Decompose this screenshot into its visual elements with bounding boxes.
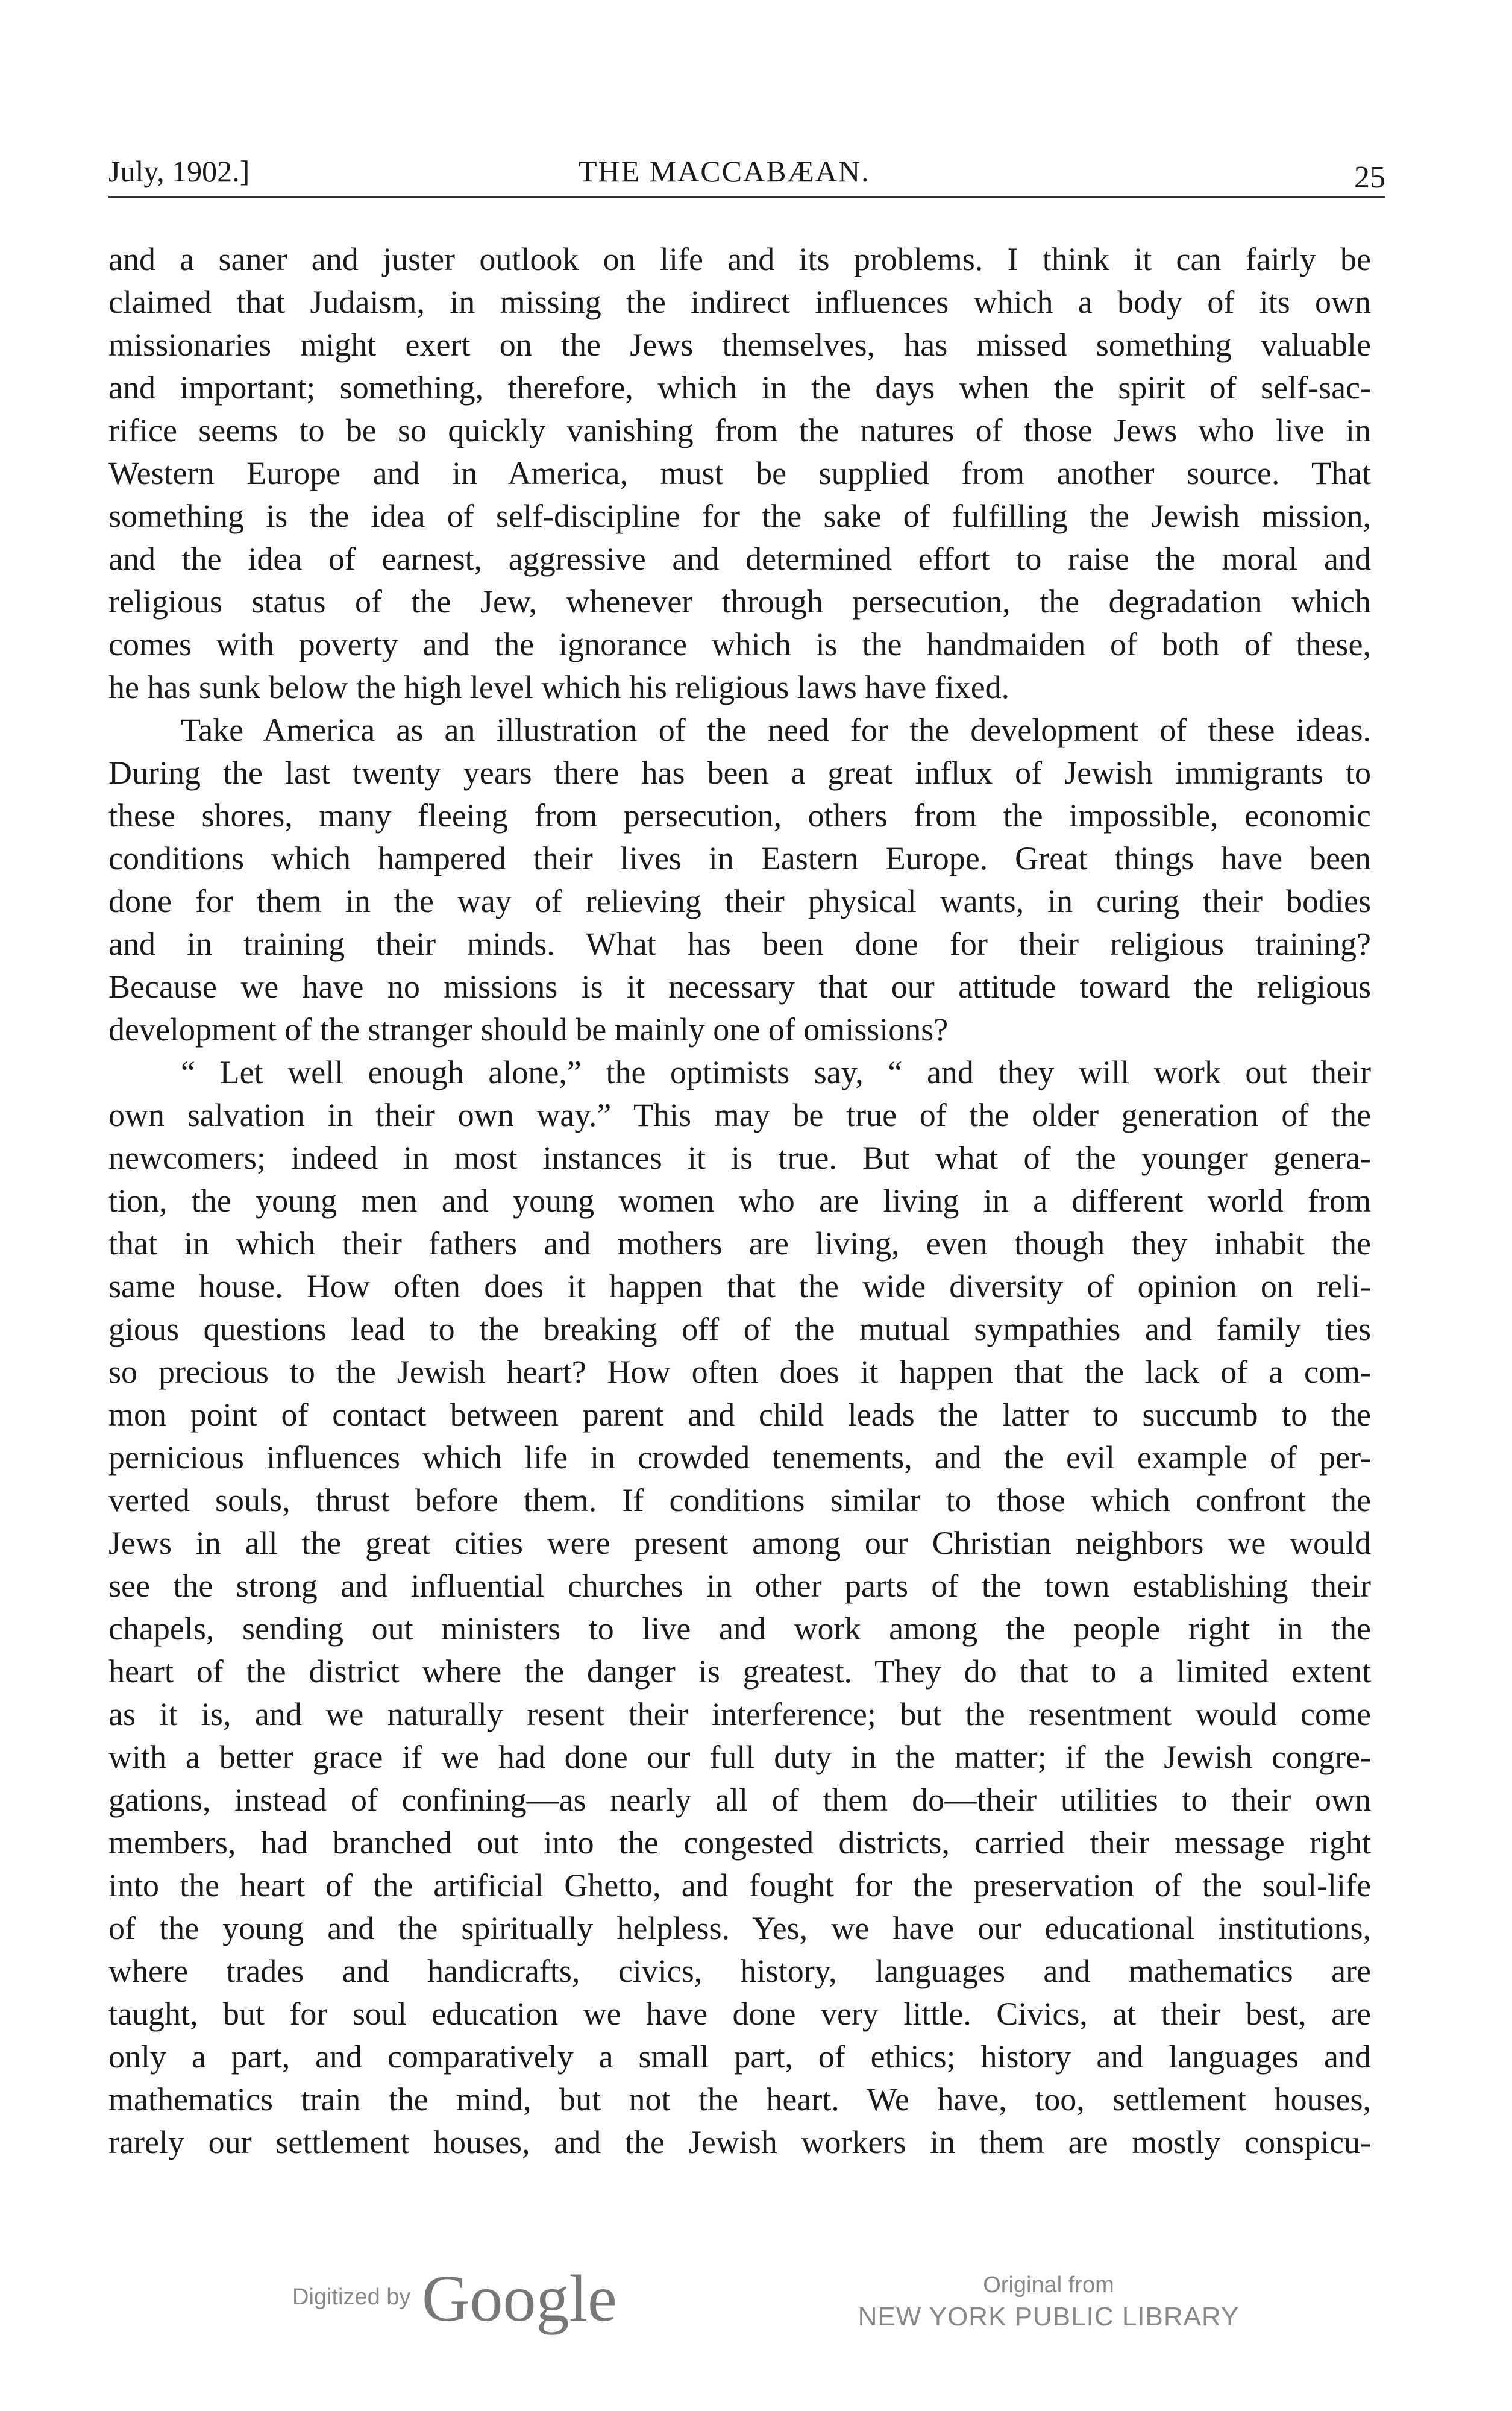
text-line: and a saner and juster outlook on life and its problems. I think it can fairly be xyxy=(108,241,1371,277)
text-line: these shores, many fleeing from persecution, others from the impossible, economic xyxy=(108,797,1371,834)
text-line: heart of the district where the danger is greatest. They do that to a limited extent xyxy=(108,1653,1371,1690)
digitized-by-label: Digitized by xyxy=(292,2284,411,2310)
text-line: chapels, sending out ministers to live and work among the people right in the xyxy=(108,1611,1371,1647)
text-line: comes with poverty and the ignorance which is the handmaiden of both of these, xyxy=(108,626,1371,662)
text-line: verted souls, thrust before them. If conditions similar to those which confront the xyxy=(108,1482,1371,1518)
text-line: rarely our settlement houses, and the Jewish workers in them are mostly conspicu- xyxy=(108,2124,1371,2160)
text-line: pernicious influences which life in crowded tenements, and the evil example of per- xyxy=(108,1439,1371,1476)
body-text xyxy=(108,238,1371,2164)
text-line: Western Europe and in America, must be supplied from another source. That xyxy=(108,455,1371,491)
text-line: and in training their minds. What has been done for their religious training? xyxy=(108,926,1371,962)
text-line: members, had branched out into the congested districts, carried their message right xyxy=(108,1825,1371,1861)
digitization-footer xyxy=(0,2262,1512,2369)
text-line: tion, the young men and young women who are living in a different world from xyxy=(108,1183,1371,1219)
header-title: THE MACCABÆAN. xyxy=(579,154,870,188)
text-line: and the idea of earnest, aggressive and determined effort to raise the moral and xyxy=(108,541,1371,577)
text-line: Jews in all the great cities were present among our Christian neighbors we would xyxy=(108,1525,1371,1561)
text-line: same house. How often does it happen that the wide diversity of opinion on reli- xyxy=(108,1268,1371,1304)
text-line: development of the stranger should be mainly one of omissions? xyxy=(108,1011,949,1048)
text-line: mon point of contact between parent and child leads the latter to succumb to the xyxy=(108,1397,1371,1433)
running-header xyxy=(108,154,1385,198)
text-line: so precious to the Jewish heart? How often does it happen that the lack of a com- xyxy=(108,1354,1371,1390)
text-line: see the strong and influential churches in other parts of the town establishing their xyxy=(108,1568,1371,1604)
library-name: NEW YORK PUBLIC LIBRARY xyxy=(858,2302,1240,2331)
text-line: rifice seems to be so quickly vanishing from the natures of those Jews who live in xyxy=(108,412,1371,448)
text-line: that in which their fathers and mothers are living, even though they inhabit the xyxy=(108,1225,1371,1262)
paragraph-start-line: Take America as an illustration of the need for the development of these ideas. xyxy=(181,712,1371,748)
text-line: newcomers; indeed in most instances it is true. But what of the younger genera- xyxy=(108,1140,1371,1176)
text-line: with a better grace if we had done our full duty in the matter; if the Jewish congre- xyxy=(108,1739,1371,1775)
google-logo: Google xyxy=(422,2262,617,2335)
text-line: mathematics train the mind, but not the heart. We have, too, settlement houses, xyxy=(108,2081,1371,2117)
text-line: where trades and handicrafts, civics, history, languages and mathematics are xyxy=(108,1953,1371,1989)
text-line: Because we have no missions is it necessary that our attitude toward the religious xyxy=(108,969,1371,1005)
text-line: something is the idea of self-discipline for the sake of fulfilling the Jewish mission, xyxy=(108,498,1371,534)
text-line: only a part, and comparatively a small part, of ethics; history and languages and xyxy=(108,2039,1371,2075)
text-line: During the last twenty years there has been a great influx of Jewish immigrants to xyxy=(108,755,1371,791)
header-date: July, 1902.] xyxy=(108,154,250,188)
text-line: as it is, and we naturally resent their interference; but the resentment would come xyxy=(108,1696,1371,1732)
text-line: missionaries might exert on the Jews themselves, has missed something valuable xyxy=(108,327,1371,363)
text-line: into the heart of the artificial Ghetto, and fought for the preservation of the soul-life xyxy=(108,1867,1371,1903)
paragraph-start-line: “ Let well enough alone,” the optimists say, “ and they will work out their xyxy=(181,1054,1371,1090)
text-line: taught, but for soul education we have done very little. Civics, at their best, are xyxy=(108,1996,1371,2032)
text-line: done for them in the way of relieving their physical wants, in curing their bodies xyxy=(108,883,1371,919)
text-line: claimed that Judaism, in missing the indirect influences which a body of its own xyxy=(108,284,1371,320)
text-line: he has sunk below the high level which his religious laws have fixed. xyxy=(108,669,1010,705)
text-line: and important; something, therefore, which in the days when the spirit of self-sac- xyxy=(108,369,1371,406)
original-from-label: Original from xyxy=(983,2272,1114,2298)
text-line: conditions which hampered their lives in Eastern Europe. Great things have been xyxy=(108,840,1371,876)
text-line: of the young and the spiritually helpless. Yes, we have our educational institutions, xyxy=(108,1910,1371,1946)
text-line: gious questions lead to the breaking off of the mutual sympathies and family ties xyxy=(108,1311,1371,1347)
text-line: religious status of the Jew, whenever through persecution, the degradation which xyxy=(108,583,1371,620)
page-number: 25 xyxy=(1354,160,1385,195)
text-line: own salvation in their own way.” This may be true of the older generation of the xyxy=(108,1097,1371,1133)
text-line: gations, instead of confining—as nearly all of them do—their utilities to their own xyxy=(108,1782,1371,1818)
original-source xyxy=(856,2272,1241,2332)
